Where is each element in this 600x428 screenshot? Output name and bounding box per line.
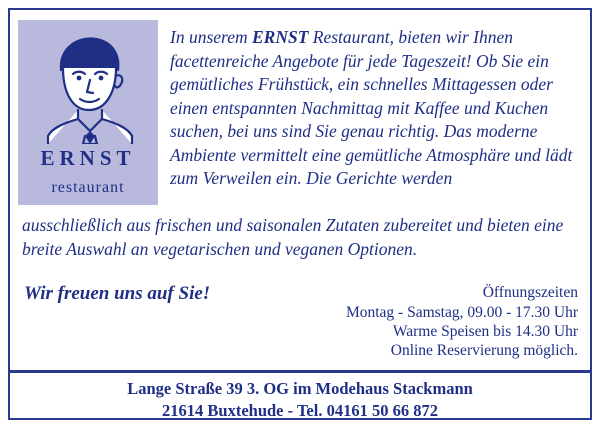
intro-body: Restaurant, bieten wir Ihnen facettenreiche Angebote für jede Tageszeit! Ob Sie ein gemütliches Frühstück, ein schnelles Mittagessen oder einen entspannten Nachmittag mit Kaffee und Kuchen suchen, bei uns sind Sie genau richtig. Das moderne Ambiente vermittelt eine gemütliche Atmosphäre und lädt zum Verweilen ein. Die Gerichte werden <box>170 27 573 188</box>
opening-hours-line-1: Montag - Samstag, 09.00 - 17.30 Uhr <box>345 304 578 321</box>
intro-paragraph <box>170 26 582 191</box>
address-line: Lange Straße 39 3. OG im Modehaus Stackmann <box>127 379 473 398</box>
logo-name: ERNST <box>40 146 136 170</box>
slogan: Wir freuen uns auf Sie! <box>24 283 211 304</box>
opening-hours <box>288 283 578 360</box>
man-portrait-icon <box>18 26 158 144</box>
intro-paragraph-continued: ausschließlich aus frischen und saisonalen Zutaten zubereitet und bieten eine breite Auswahl an vegetarischen und veganen Optionen. <box>22 215 564 259</box>
opening-hours-line-2: Warme Speisen bis 14.30 Uhr <box>392 323 578 340</box>
logo-block <box>18 20 158 205</box>
opening-hours-title: Öffnungszeiten <box>482 284 578 301</box>
intro-prefix: In unserem <box>170 27 252 47</box>
contact-line: 21614 Buxtehude - Tel. 04161 50 66 872 <box>162 401 438 420</box>
opening-hours-line-3: Online Reservierung möglich. <box>390 342 578 359</box>
logo-subtitle: restaurant <box>51 179 125 196</box>
brand-name-inline: ERNST <box>251 27 309 47</box>
footer-address <box>10 373 590 418</box>
